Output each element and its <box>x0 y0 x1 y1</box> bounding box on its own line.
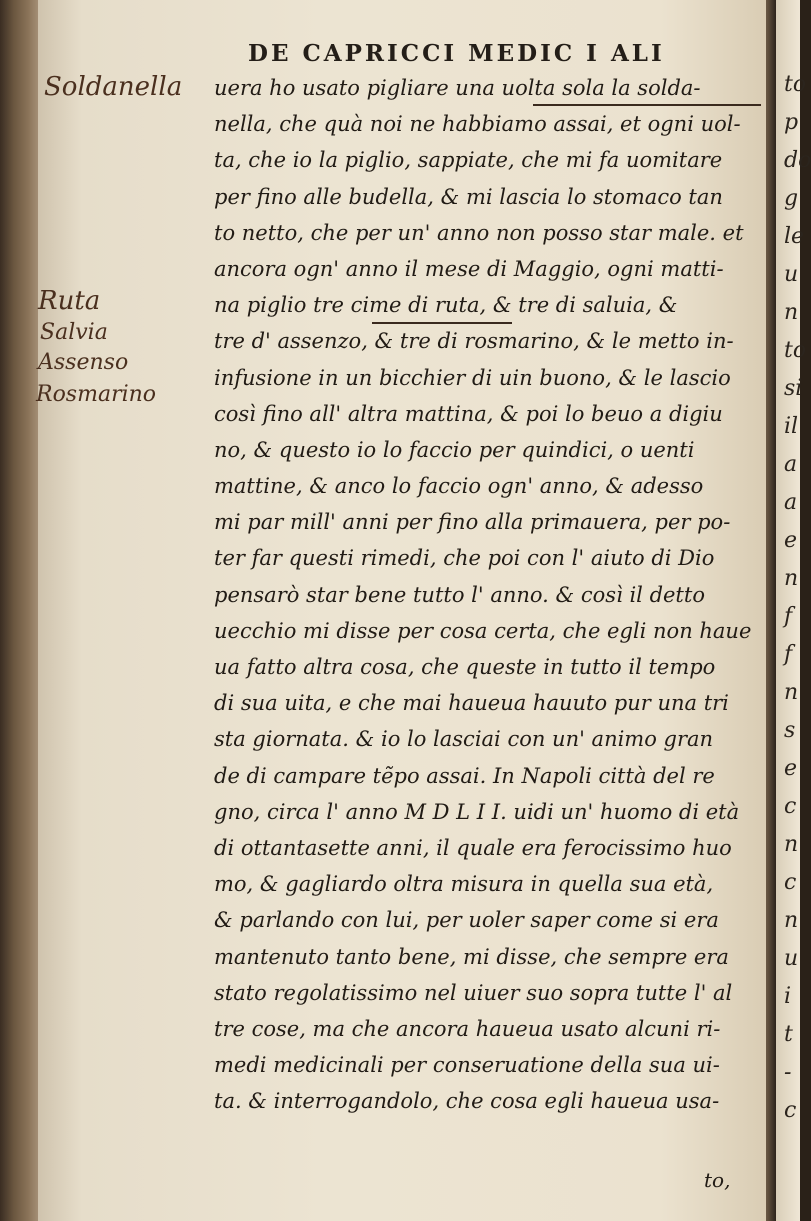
text-line: mattine, & anco lo faccio ogn' anno, & adesso <box>214 474 704 499</box>
underline-soldanella <box>533 104 761 106</box>
next-page-fragment: p <box>784 110 799 135</box>
text-line: tre cose, ma che ancora haueua usato alcuni ri- <box>214 1016 721 1041</box>
catchword: to, <box>704 1168 731 1192</box>
next-page-fragment: n <box>784 566 799 591</box>
next-page-fragment: g <box>784 186 799 211</box>
margin-note-salvia: Salvia <box>40 320 108 345</box>
text-line: uera ho usato pigliare una uolta sola la solda- <box>214 76 701 100</box>
underline-ruta <box>372 322 512 324</box>
next-page-fragment: il <box>784 414 799 439</box>
text-line: uecchio mi disse per cosa certa, che egli non haue <box>214 618 752 643</box>
text-line: medi medicinali per conseruatione della sua ui- <box>214 1053 720 1078</box>
text-line: na piglio tre cime di ruta, & tre di saluia, & <box>214 293 678 318</box>
next-page-fragment: c <box>784 794 797 819</box>
next-page-fragment: si <box>784 376 803 401</box>
next-page-fragment: n <box>784 680 799 705</box>
next-page-fragment: a <box>784 452 798 477</box>
text-line: & parlando con lui, per uoler saper come si era <box>214 908 719 933</box>
margin-note-assenso: Assenso <box>38 350 129 375</box>
book-edge-left <box>0 0 40 1221</box>
next-page-fragment: e <box>784 756 798 781</box>
text-line: mo, & gagliardo oltra misura in quella sua età, <box>214 872 714 897</box>
text-line: stato regolatissimo nel uiuer suo sopra tutte l' al <box>214 980 733 1005</box>
text-line: pensarò star bene tutto l' anno. & così il detto <box>214 582 705 607</box>
next-page-fragment: s <box>784 718 796 743</box>
text-line: ta. & interrogandolo, che cosa egli haueua usa- <box>214 1089 720 1114</box>
next-page-fragment: n <box>784 832 799 857</box>
text-line: di sua uita, e che mai haueua hauuto pur una tri <box>214 691 729 716</box>
next-page-fragment: to <box>784 72 807 97</box>
body-text <box>214 70 762 1119</box>
text-line: mi par mill' anni per fino alla primauera, per po- <box>214 510 731 535</box>
running-header: DE CAPRICCI MEDIC I ALI <box>248 40 665 67</box>
text-line: di ottantasette anni, il quale era ferocissimo huo <box>214 835 732 860</box>
text-line: tre d' assenzo, & tre di rosmarino, & le metto in- <box>214 329 734 354</box>
text-line: ter far questi rimedi, che poi con l' aiuto di Dio <box>214 546 715 571</box>
next-page-edge <box>776 0 811 1221</box>
next-page-fragment: i <box>784 984 792 1009</box>
next-page-fragment: u <box>784 262 799 287</box>
next-page-fragment: n <box>784 908 799 933</box>
next-page-fragment: e <box>784 528 798 553</box>
next-page-fragment: to <box>784 338 807 363</box>
next-page-fragment: c <box>784 1098 797 1123</box>
next-page-fragment: t <box>784 1022 793 1047</box>
margin-note-rosmarino: Rosmarino <box>36 382 157 407</box>
page-gutter <box>766 0 776 1221</box>
next-page-fragment: f <box>784 604 793 629</box>
text-line: ta, che io la piglio, sappiate, che mi fa uomitare <box>214 148 723 173</box>
text-line: nella, che quà noi ne habbiamo assai, et ogni uol- <box>214 112 741 137</box>
next-page-fragment: - <box>784 1060 792 1085</box>
next-page-fragment: u <box>784 946 799 971</box>
margin-note-soldanella: Soldanella <box>44 72 183 102</box>
next-page-fragment: le <box>784 224 805 249</box>
text-line: no, & questo io lo faccio per quindici, o uenti <box>214 437 695 462</box>
text-line: per fino alle budella, & mi lascia lo stomaco tan <box>214 184 723 209</box>
next-page-fragment: f <box>784 642 793 667</box>
text-line: ua fatto altra cosa, che queste in tutto il tempo <box>214 655 716 679</box>
text-line: de di campare tẽpo assai. In Napoli città del re <box>214 763 715 788</box>
text-line: to netto, che per un' anno non posso star male. et <box>214 220 744 245</box>
text-line: ancora ogn' anno il mese di Maggio, ogni matti- <box>214 256 724 281</box>
next-page-fragment: do <box>784 148 811 173</box>
next-page-fragment: c <box>784 870 797 895</box>
text-line: così fino all' altra mattina, & poi lo beuo a digiu <box>214 401 723 426</box>
next-page-fragment: a <box>784 490 798 515</box>
text-line: mantenuto tanto bene, mi disse, che sempre era <box>214 944 729 969</box>
margin-note-ruta: Ruta <box>38 286 101 316</box>
text-line: infusione in un bicchier di uin buono, & le lascio <box>214 365 731 390</box>
text-line: sta giornata. & io lo lasciai con un' animo gran <box>214 727 714 752</box>
next-page-fragment: n <box>784 300 799 325</box>
text-line: gno, circa l' anno M D L I I. uidi un' huomo di età <box>214 799 740 824</box>
